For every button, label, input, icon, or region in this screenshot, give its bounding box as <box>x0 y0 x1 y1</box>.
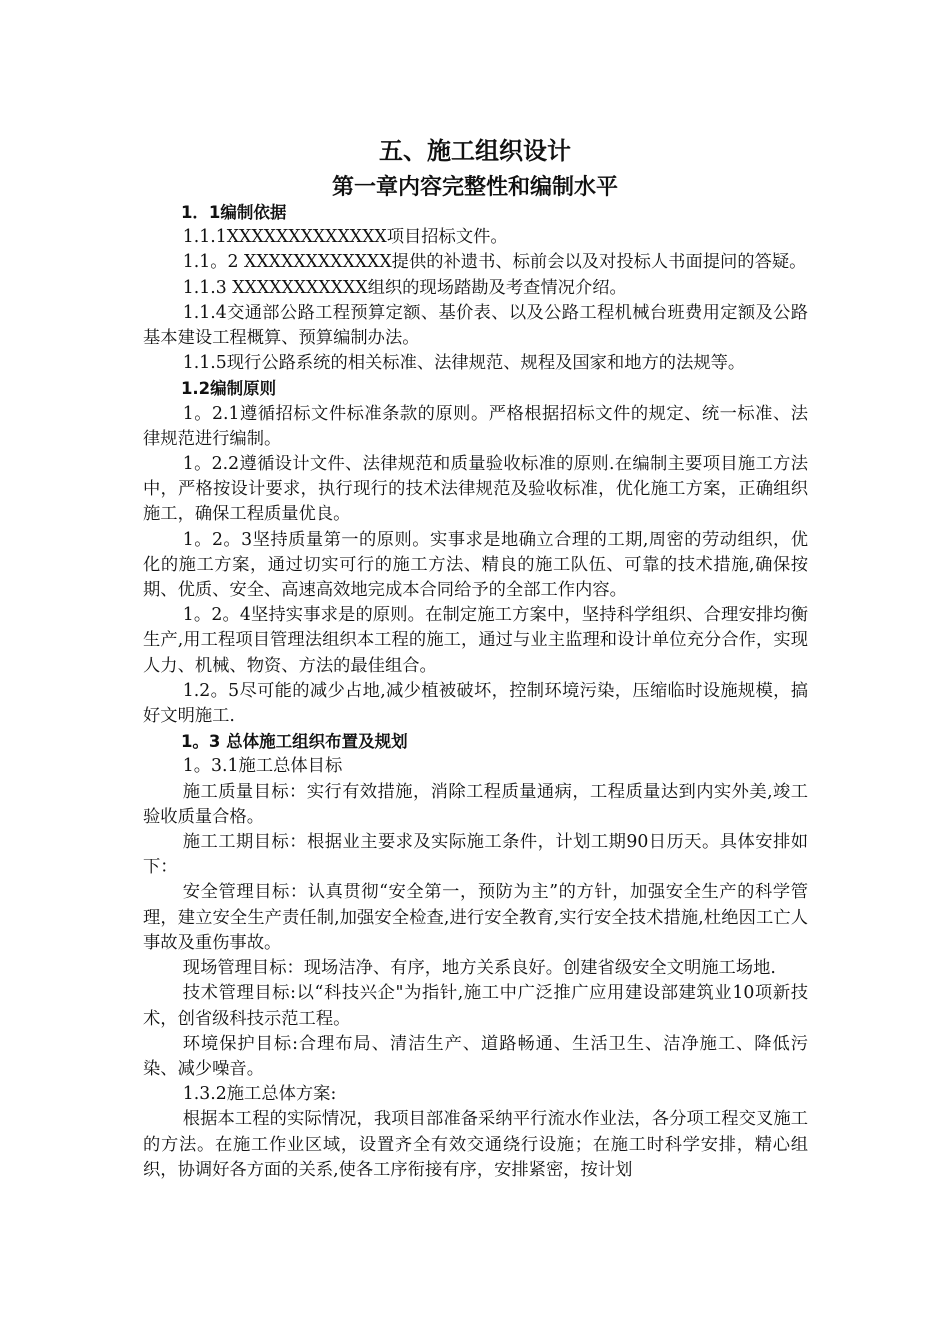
section-heading: 1.2编制原则 <box>180 379 277 399</box>
body-paragraph: 1。2.1遵循招标文件标准条款的原则。严格根据招标文件的规定、统一标准、法律规范进行编制。 <box>143 403 808 449</box>
body-paragraph: 1.1.1XXXXXXXXXXXXX项目招标文件。 <box>182 227 508 248</box>
body-paragraph: 安全管理目标：认真贯彻“安全第一，预防为主”的方针，加强安全生产的科学管理，建立安全生产责任制,加强安全检查,进行安全教育,实行安全技术措施,杜绝因工亡人事故及重伤事故。 <box>143 882 808 953</box>
body-paragraph: 1。2。4坚持实事求是的原则。在制定施工方案中，坚持科学组织、合理安排均衡生产,用工程项目管理法组织本工程的施工，通过与业主监理和设计单位充分合作，实现人力、机械、物资、方法的最佳组合。 <box>143 605 808 676</box>
body-paragraph: 根据本工程的实际情况，我项目部准备采纳平行流水作业法，各分项工程交叉施工的方法。在施工作业区域，设置齐全有效交通绕行设施；在施工时科学安排，精心组织，协调好各方面的关系,使各工序衔接有序，安排紧密，按计划 <box>143 1109 808 1180</box>
body-paragraph: 1。3.1施工总体目标 <box>182 756 343 777</box>
body-paragraph: 1。2.2遵循设计文件、法律规范和质量验收标准的原则.在编制主要项目施工方法中，严格按设计要求，执行现行的技术法律规范及验收标准，优化施工方案，正确组织施工，确保工程质量优良。 <box>143 454 808 525</box>
section-heading: 1。3 总体施工组织布置及规划 <box>180 732 408 752</box>
body-paragraph: 施工质量目标：实行有效措施，消除工程质量通病，工程质量达到内实外美,竣工验收质量合格。 <box>143 781 808 827</box>
body-paragraph: 技术管理目标:以“科技兴企"为指针,施工中广泛推广应用建设部建筑业10项新技术，创省级科技示范工程。 <box>143 983 808 1029</box>
document-body <box>143 200 808 1183</box>
body-paragraph: 1.1.5现行公路系统的相关标准、法律规范、规程及国家和地方的法规等。 <box>182 353 746 374</box>
body-paragraph: 1.1.4交通部公路工程预算定额、基价表、以及公路工程机械台班费用定额及公路基本建设工程概算、预算编制办法。 <box>143 302 808 349</box>
body-paragraph: 1。2。3坚持质量第一的原则。实事求是地确立合理的工期,周密的劳动组织，优化的施工方案，通过切实可行的施工方法、精良的施工队伍、可靠的技术措施,确保按期、优质、安全、高速高效地完成本合同给予的全部工作内容。 <box>143 529 808 601</box>
chapter-title: 第一章内容完整性和编制水平 <box>331 175 618 200</box>
section-heading: 1．1编制依据 <box>180 203 287 222</box>
body-paragraph: 1.1。2 XXXXXXXXXXXX提供的补遗书、标前会以及对投标人书面提问的答疑。 <box>182 252 807 273</box>
body-paragraph: 1.1.3 XXXXXXXXXXX组织的现场踏勘及考查情况介绍。 <box>182 277 627 298</box>
body-paragraph: 施工工期目标：根据业主要求及实际施工条件，计划工期90日历天。具体安排如下： <box>143 832 808 878</box>
document-title: 五、施工组织设计 <box>379 137 571 165</box>
body-paragraph: 1.2。5尽可能的减少占地,减少植被破坏，控制环境污染，压缩临时设施规模，搞好文明施工. <box>143 680 808 727</box>
body-paragraph: 现场管理目标：现场洁净、有序，地方关系良好。创建省级安全文明施工场地. <box>182 958 776 979</box>
body-paragraph: 1.3.2施工总体方案: <box>182 1084 337 1105</box>
body-paragraph: 环境保护目标:合理布局、清洁生产、道路畅通、生活卫生、洁净施工、降低污染、减少噪音。 <box>143 1033 808 1079</box>
